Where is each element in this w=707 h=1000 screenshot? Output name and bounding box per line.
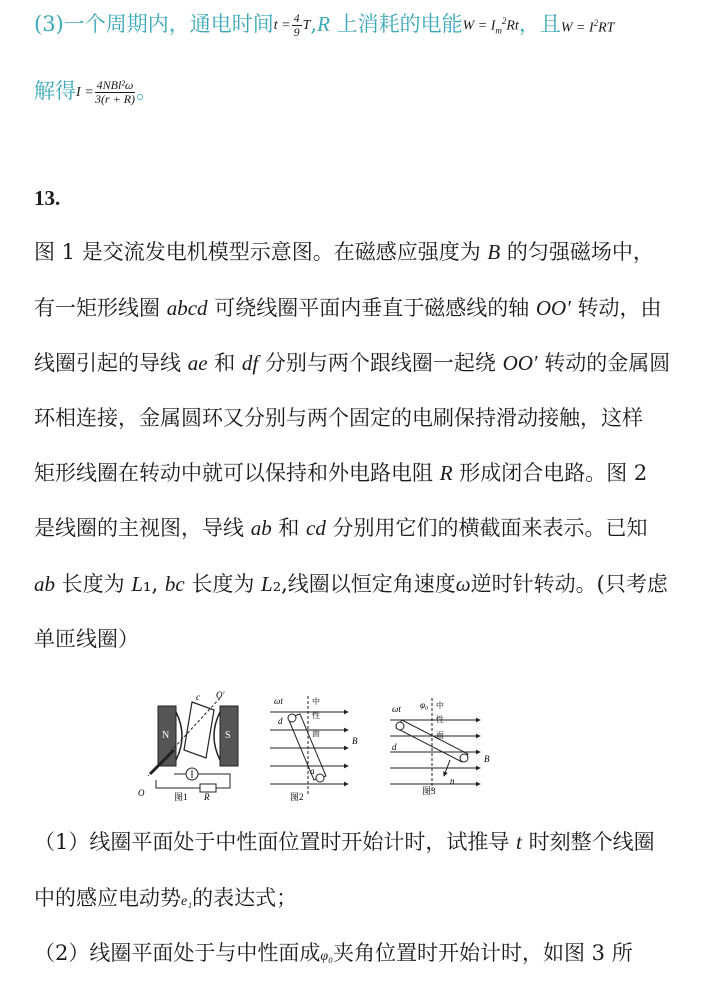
fig2-neutral-1: 中 xyxy=(312,697,320,706)
label-R: R xyxy=(204,792,210,802)
label-S: S xyxy=(225,730,231,741)
question-line: 环相连接，金属圆环又分别与两个固定的电刷保持滑动接触，这样 xyxy=(34,406,643,430)
fraction-current: $\frac{\text{4NBl²ω}}{3(r + R)}$ xyxy=(94,77,136,106)
figure-1 xyxy=(138,690,238,802)
fig2-neutral-3: 面 xyxy=(312,729,320,738)
label-N: N xyxy=(162,730,170,741)
fig3-label-d: d xyxy=(392,742,397,752)
subquestion-1: （1）线圈平面处于中性面位置时开始计时，试推导 t 时刻整个线圈 xyxy=(34,830,655,854)
part3-line1: (3)一个周期内，通电时间t = $\frac{4}{9}$ T,R 上消耗的电能$W = I_m^2Rt$，且$W = I^2RT$ xyxy=(34,6,614,45)
subquestion-1-cont: 中的感应电动势e₁的表达式； xyxy=(34,886,298,910)
fig3-neutral-1: 中 xyxy=(436,701,444,710)
label-O: O xyxy=(138,788,145,798)
t-formula: t = $\frac{4}{9}$ T xyxy=(273,11,311,40)
W2-formula: $W = I^2RT$ xyxy=(560,17,615,36)
fig3-neutral-2: 性 xyxy=(436,715,444,724)
fig2-label-B: B xyxy=(352,736,358,746)
label-omega-t: ωt xyxy=(274,696,283,706)
question-line: ab 长度为 L₁, bc 长度为 L₂,线圈以恒定角速度ω逆时针转动。(只考虑 xyxy=(34,572,668,596)
question-line: 线圈引起的导线 ae 和 df 分别与两个跟线圈一起绕 OO′ 转动的金属圆 xyxy=(34,351,671,375)
label-O-prime: O′ xyxy=(216,690,225,700)
fig3-label-omega-t: ωt xyxy=(392,704,401,714)
fig3-label-n: n xyxy=(450,776,455,786)
question-line: 是线圈的主视图，导线 ab 和 cd 分别用它们的横截面来表示。已知 xyxy=(34,516,648,540)
fig3-label-B: B xyxy=(484,754,490,764)
subquestion-2: （2）线圈平面处于与中性面成φ₀夹角位置时开始计时，如图 3 所 xyxy=(34,941,633,965)
fig2-label-d: d xyxy=(278,716,283,726)
question-line: 图 1 是交流发电机模型示意图。在磁感应强度为 B 的匀强磁场中， xyxy=(34,240,654,264)
fig2-label-a: a xyxy=(310,766,315,776)
part3-line2: 解得I = $\frac{\text{4NBl²ω}}{3(r + R)}$ 。 xyxy=(34,77,158,106)
figure-generator-diagrams xyxy=(130,688,550,808)
part3-text-a: (3)一个周期内，通电时间 xyxy=(34,12,274,37)
question-number: 13. xyxy=(34,186,61,210)
fig3-caption: 图3 xyxy=(422,786,436,796)
W1-formula: $W = I_m^2Rt$ xyxy=(462,16,519,36)
fig1-caption: 图1 xyxy=(174,792,188,802)
fig3-neutral-3: 面 xyxy=(436,731,444,740)
label-phi0: φ₀ xyxy=(420,700,429,710)
fig2-neutral-2: 性 xyxy=(312,711,320,720)
R-symbol: R xyxy=(317,12,330,37)
I-formula: I = $\frac{\text{4NBl²ω}}{3(r + R)}$ xyxy=(76,77,136,106)
fig2-caption: 图2 xyxy=(290,792,304,802)
question-line: 矩形线圈在转动中就可以保持和外电路电阻 R 形成闭合电路。图 2 xyxy=(34,461,648,485)
figure-3 xyxy=(390,698,490,796)
question-line: 有一矩形线圈 abcd 可绕线圈平面内垂直于磁感线的轴 OO′ 转动，由 xyxy=(34,296,662,320)
fraction-4-9: $\frac{4}{9}$ xyxy=(293,11,300,40)
question-line: 单匝线圈） xyxy=(34,627,139,651)
label-c: c xyxy=(196,692,200,702)
figure-2 xyxy=(270,696,358,802)
